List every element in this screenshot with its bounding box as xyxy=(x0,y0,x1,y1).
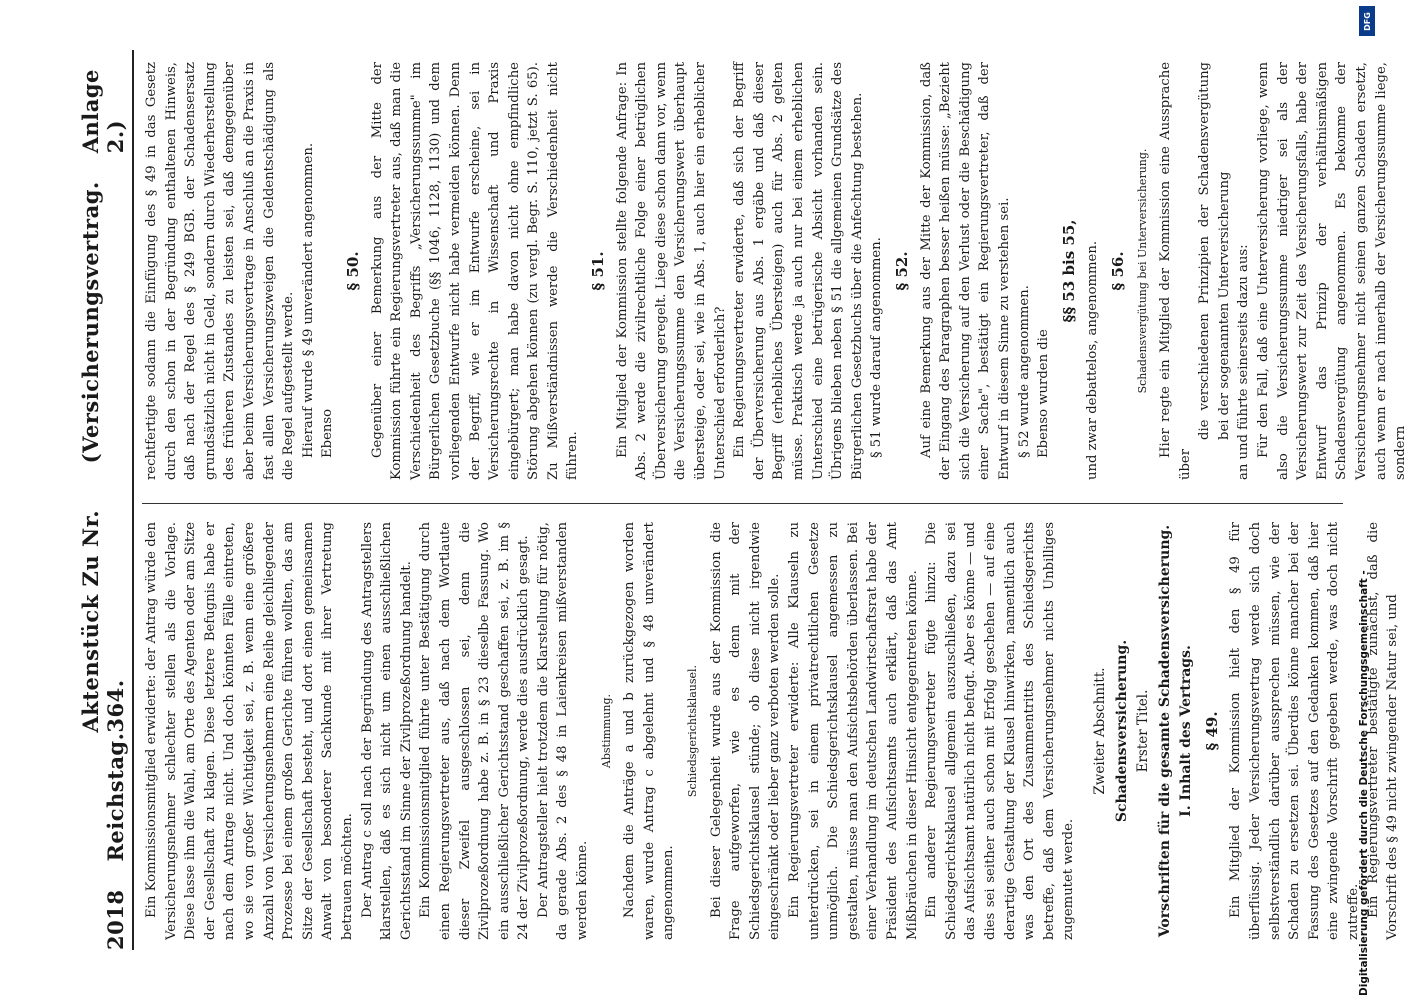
paragraph-50-heading: § 50. xyxy=(343,251,362,291)
quoted-topic: die verschiedenen Prinzipien der Schadensvergütung bei der sogenannten Unterversicherung xyxy=(1197,62,1232,440)
paragraph: Auf eine Bemerkung aus der Mitte der Kommission, daß der Eingang des Paragraphen besser heißen müsse: „Bezieht sich die Versicherung auf den Verlust oder die Beschädigung einer Sache", bestätigt ein Regierungsvertreter, daß der Entwurf in diesem Sinne zu verstehen sei. xyxy=(918,62,1012,480)
header-right xyxy=(78,50,128,463)
paragraph: § 52 wurde angenommen. xyxy=(1016,285,1032,458)
paragraph: Für den Fall, daß eine Unterversicherung vorliege, wenn also die Versicherungssumme niedriger sei als der Versicherungswert zur Zeit des Versicherungsfalls, habe der Entwurf das Prinzip der verhältnismäßigen Schadensvergütung angenommen. Es bekomme der Versicherungsnehmer nicht seinen ganzen Schaden ersetzt, auch wenn er nach innerhalb der Versicherungssumme liege, sondern xyxy=(1256,62,1409,480)
paragraph-53-55-heading: §§ 53 bis 55, xyxy=(1059,219,1078,323)
page-number: 2018 xyxy=(103,889,128,950)
paragraph: Ein Regierungsvertreter erwiderte: Alle Klauseln zu unterdrücken, sei in einem privatrechtlichen Gesetze unmöglich. Die Schiedsgerichtsklausel angemessen zu gestalten, müsse man den Aufsichtsbehörden überlassen. Bei einer Verhandlung im deutschen Landwirtschaftsrat habe der Präsident des Aufsichtsamts auch erklärt, daß das Amt Mißbräuchen in dieser Hinsicht entgegentreten könne. xyxy=(787,522,920,940)
digitization-strip xyxy=(1352,0,1383,1000)
paragraph: an und führte seinerseits dazu aus: xyxy=(1236,244,1252,480)
sub-heading: I. Inhalt des Vertrags. xyxy=(1178,645,1195,817)
underinsurance-heading: Schadensvergütung bei Unterversicherung. xyxy=(1135,148,1149,394)
paragraph: Bei dieser Gelegenheit wurde aus der Kommission die Frage aufgeworfen, wie es denn mit der Schiedsgerichtsklausel stünde; ob diese nicht irgendwie eingeschränkt oder lieber ganz verboten werden solle. xyxy=(708,522,783,940)
column-right xyxy=(142,62,1409,480)
column-divider xyxy=(142,503,1343,504)
paragraph: Ein Kommissionsmitglied erwiderte: der Antrag würde den Versicherungsnehmer schlechter stellen als die Vorlage. Diese lasse ihm die Wahl, am Orte des Agenten oder am Sitze der Gesellschaft zu klagen. Diese letztere Befugnis habe er nach dem Antrage nicht. Und doch könnten Fälle eintreten, wo sie von großer Wichtigkeit sei, z. B. wenn eine größere Anzahl von Versicherungsnehmern eine Reihe gleichliegender Prozesse bei einem großen Gerichte führen wollten, das am Sitze der Gesellschaft besteht, und dort einen gemeinsamen Anwalt von besonderer Sachkunde mit ihrer Vertretung betrauen möchten. xyxy=(144,522,355,940)
paragraph: Ebenso wurden die xyxy=(1036,329,1052,458)
header-right-title: (Versicherungsvertrag. xyxy=(78,181,103,464)
title-text: Vorschriften für die gesamte Schadensversicherung. xyxy=(1156,524,1173,938)
title-label: Erster Titel. xyxy=(1135,689,1152,773)
page-header xyxy=(78,50,134,950)
paragraph-52-heading: § 52. xyxy=(892,251,911,291)
paragraph: und zwar debattelos, angenommen. xyxy=(1085,240,1101,480)
header-center-title: Aktenstück Zu Nr. 364. xyxy=(78,509,128,733)
paragraph: Ein Kommissionsmitglied führte unter Bestätigung durch einen Regierungsvertreter aus, daß nach dem Wortlaute dieser Zweifel ausgeschlossen sei, denn die Zivilprozeßordnung habe z. B. in § 23 dieselbe Fassung. Wo ein ausschließlicher Gerichtsstand geschaffen sei, z. B. im § 24 der Zivilprozeßordnung, werde dies ausdrücklich gesagt. xyxy=(418,522,532,940)
paragraph: Nachdem die Anträge a und b zurückgezogen worden waren, wurde Antrag c abgelehnt und § 48 unverändert angenommen. xyxy=(622,522,677,940)
section-title: Zweiter Abschnitt. xyxy=(1091,667,1108,795)
paragraph: Ein anderer Regierungsvertreter fügte hinzu: Die Schiedsgerichtsklausel allgemein auszuschließen, dazu sei das Aufsichtsamt natürlich nicht befugt. Aber es könne — und dies sei seither auch schon mit Erfolg geschehen — auf eine derartige Gestaltung der Klausel hinwirken, namentlich auch was den Ort des Zusammentritts des Schiedsgerichts betreffe, daß dem Versicherungsnehmer nichts Unbilliges zugemutet werde. xyxy=(924,522,1077,940)
section-subtitle: Schadensversicherung. xyxy=(1113,639,1130,823)
arbitration-heading: Schiedsgerichtsklausel. xyxy=(686,664,700,798)
paragraph: Ein Mitglied der Kommission stellte folgende Anfrage: In Abs. 2 werde die zivilrechtliche Folge einer betrüglichen Überversicherung geregelt. Liege diese schon dann vor, wenn die Versicherungssumme den Versicherungswert überhaupt übersteige, oder sei, wie in Abs. 1, auch hier ein erheblicher Unterschied erforderlich? xyxy=(614,62,728,480)
paragraph-51-heading: § 51. xyxy=(589,251,608,291)
paragraph: Ein Regierungsvertreter bestätigte zunächst, daß die Vorschrift des § 49 nicht zwingender Natur sei, und xyxy=(1365,522,1401,940)
paragraph: Ein Regierungsvertreter erwiderte, daß sich der Begriff der Überversicherung aus Abs. 1 ergäbe und daß dieser Begriff (erhebliches Übersteigen) auch für Abs. 2 gelten müsse. Praktisch werde ja auch nur bei einem erheblichen Unterschied eine betrügerische Absicht vorhanden sein. Übrigens blieben neben § 51 die allgemeinen Grundsätze des Bürgerlichen Gesetzbuchs über die Anfechtung bestehen. xyxy=(732,62,865,480)
paragraph: Ein Mitglied der Kommission hielt den § 49 für überflüssig. Jeder Versicherungsvertrag werde sich doch selbstverständlich darüber aussprechen müssen, wie der Schaden zu ersetzen sei. Überdies könne mancher bei der Fassung des Gesetzes auf den Gedanken kommen, daß hier eine zwingende Vorschrift gegeben werde, was doch nicht zutreffe. xyxy=(1228,522,1362,940)
paragraph: Der Antragsteller hielt trotzdem die Klarstellung für nötig, da gerade Abs. 2 des § 48 in Laienkreisen mißverstanden werden könne. xyxy=(535,522,591,940)
paragraph-56-heading: § 56. xyxy=(1108,251,1127,291)
header-left-title: Reichstag. xyxy=(103,732,128,862)
header-left xyxy=(103,733,128,950)
vote-heading: Abstimmung. xyxy=(599,693,613,769)
paragraph: Gegenüber einer Bemerkung aus der Mitte der Kommission führte ein Regierungsvertreter aus, daß man die Verschiedenheit des Begriffs „Versicherungssumme" im Bürgerlichen Gesetzbuche (§§ 1046, 1128, 1130) und dem vorliegenden Entwurfe nicht habe vermeiden können. Denn der Begriff, wie er im Entwurfe erscheine, sei in Versicherungsrechte in Wissenschaft und Praxis eingebürgert; man habe davon nicht ohne empfindliche Störung abgehen können (zu vergl. Begr. S. 110, jetzt S. 65). Zu Mißverständnissen werde die Verschiedenheit nicht führen. xyxy=(369,62,581,480)
digitization-note: Digitalisierung gefördert durch die Deutsche Forschungsgemeinschaft - xyxy=(1358,570,1370,996)
paragraph: Hier regte ein Mitglied der Kommission eine Aussprache über xyxy=(1158,62,1193,480)
dfg-logo: DFG xyxy=(1359,6,1375,36)
paragraph-49-heading: § 49. xyxy=(1202,711,1221,751)
paragraph: Ebenso xyxy=(320,408,336,458)
header-annex: Anlage 2.) xyxy=(78,69,128,154)
paragraph: rechtfertigte sodann die Einfügung des § 49 in das Gesetz durch den schon in der Begründung enthaltenen Hinweis, daß nach der Regel des § 249 BGB. der Schadensersatz grundsätzlich nicht in Geld, sondern durch Wiederherstellung des früheren Zustandes zu leisten sei, daß demgegenüber aber beim Versicherungsvertrage in Anschluß an die Praxis in fast allen Versicherungszweigen die Geldentschädigung als die Regel aufgestellt werde. xyxy=(144,62,297,480)
paragraph: Der Antrag c soll nach der Begründung des Antragstellers klarstellen, daß es sich nicht um einen ausschließlichen Gerichtsstand im Sinne der Zivilprozeßordnung handelt. xyxy=(359,522,414,940)
paragraph: § 51 wurde darauf angenommen. xyxy=(869,237,885,458)
paragraph: Hierauf wurde § 49 unverändert angenommen. xyxy=(300,142,316,458)
